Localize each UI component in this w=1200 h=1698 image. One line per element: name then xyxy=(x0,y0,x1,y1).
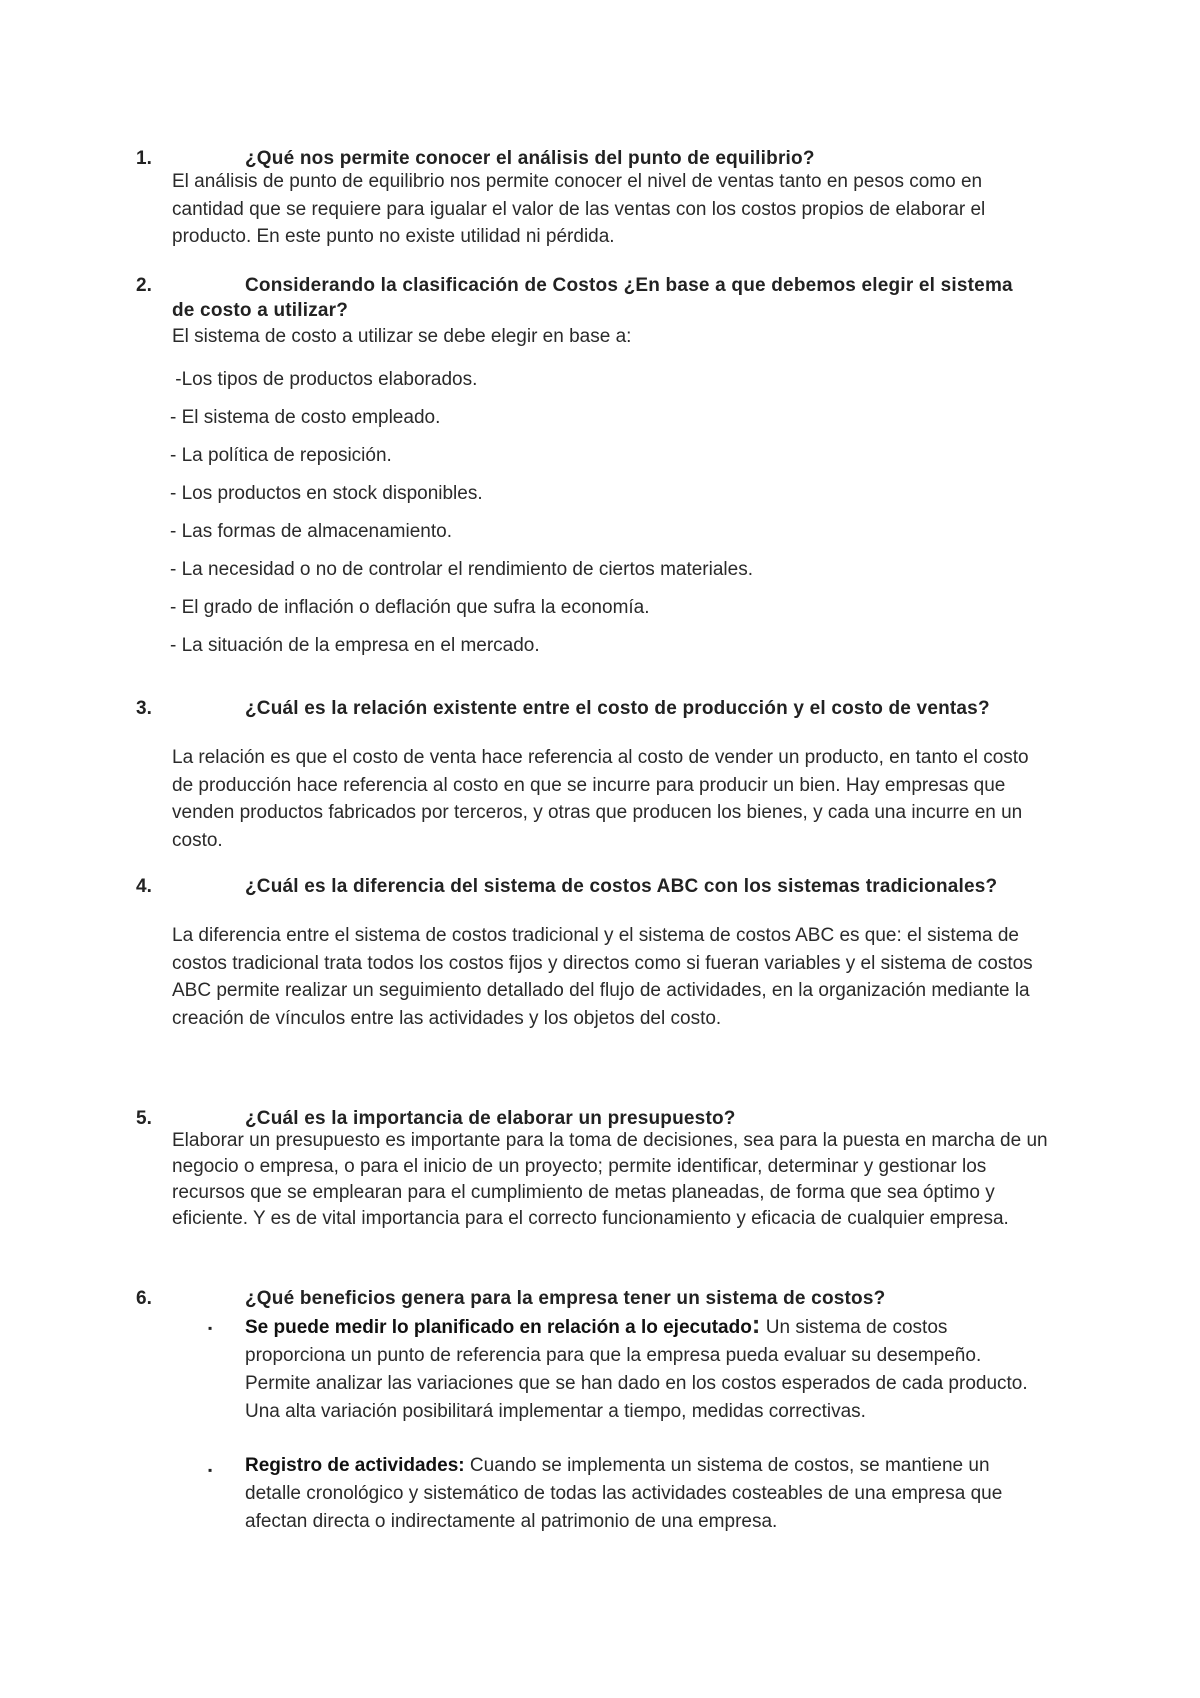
answer-text: La diferencia entre el sistema de costos tradicional y el sistema de costos ABC es que: el sistema de costos tradicional trata todos los costos fijos y directos como si fueran variables y el sistema de costos ABC permite realizar un seguimiento detallado del flujo de actividades, en la organización mediante la creación de vínculos entre las actividades y los objetos del costo. xyxy=(172,925,1033,1029)
bullet-text: Cuando se implementa un sistema de costos, se mantiene un detalle cronológico y sistemático de todas las actividades costeables de una empresa que afectan directa o indirectamente al patrimonio de una empresa. xyxy=(245,1455,1003,1532)
list-item: -Los tipos de productos elaborados. xyxy=(170,369,478,390)
list-item: - El sistema de costo empleado. xyxy=(170,407,441,428)
question-text: Considerando la clasificación de Costos ¿En base a que debemos elegir el sistema de costo a utilizar? xyxy=(172,275,1013,321)
question-text: ¿Cuál es la relación existente entre el costo de producción y el costo de ventas? xyxy=(245,698,990,719)
list-item: - El grado de inflación o deflación que sufra la economía. xyxy=(170,597,650,618)
question-text: ¿Qué nos permite conocer el análisis del punto de equilibrio? xyxy=(245,148,815,169)
bullet-item xyxy=(245,1310,1035,1426)
answer-text: Elaborar un presupuesto es importante para la toma de decisiones, sea para la puesta en marcha de un negocio o empresa, o para el inicio de un proyecto; permite identificar, determinar y gestionar los recursos que se emplearan para el cumplimiento de metas planeadas, de forma que sea óptimo y eficiente. Y es de vital importancia para el correcto funcionamiento y eficacia de cualquier empresa. xyxy=(172,1130,1048,1229)
bullet-square-icon: ▪ xyxy=(208,1463,213,1477)
question-number: 4. xyxy=(136,876,152,897)
answer-text: La relación es que el costo de venta hace referencia al costo de vender un producto, en tanto el costo de producción hace referencia al costo en que se incurre para producir un bien. Hay empresas que venden productos fabricados por terceros, y otras que producen los bienes, y cada una incurre en un costo. xyxy=(172,747,1029,851)
question-number: 2. xyxy=(136,275,152,296)
list-item: - La situación de la empresa en el mercado. xyxy=(170,635,540,656)
bullet-colon: : xyxy=(751,1309,761,1339)
bullet-text: Un sistema de costos proporciona un punto de referencia para que la empresa pueda evaluar su desempeño. Permite analizar las variaciones que se han dado en los costos esperados de cada producto. Una alta variación posibilitará implementar a tiempo, medidas correctivas. xyxy=(245,1317,1028,1422)
question-text: ¿Cuál es la importancia de elaborar un presupuesto? xyxy=(245,1108,736,1129)
bullet-item xyxy=(245,1452,1035,1536)
bullet-title: Registro de actividades: xyxy=(245,1455,465,1476)
list-item: - La política de reposición. xyxy=(170,445,392,466)
bullet-title: Se puede medir lo planificado en relación a lo ejecutado xyxy=(245,1317,752,1338)
list-item: - Los productos en stock disponibles. xyxy=(170,483,483,504)
answer-text: El análisis de punto de equilibrio nos permite conocer el nivel de ventas tanto en pesos como en cantidad que se requiere para igualar el valor de las ventas con los costos propios de elaborar el producto. En este punto no existe utilidad ni pérdida. xyxy=(172,171,986,247)
bullet-square-icon: ▪ xyxy=(208,1321,213,1335)
question-number: 3. xyxy=(136,698,152,719)
answer-text: El sistema de costo a utilizar se debe elegir en base a: xyxy=(172,326,632,347)
question-number: 5. xyxy=(136,1108,152,1129)
question-number: 1. xyxy=(136,148,152,169)
list-item: - Las formas de almacenamiento. xyxy=(170,521,452,542)
question-text: ¿Cuál es la diferencia del sistema de costos ABC con los sistemas tradicionales? xyxy=(245,876,998,897)
question-text: ¿Qué beneficios genera para la empresa tener un sistema de costos? xyxy=(245,1288,886,1309)
list-item: - La necesidad o no de controlar el rendimiento de ciertos materiales. xyxy=(170,559,753,580)
question-number: 6. xyxy=(136,1288,152,1309)
